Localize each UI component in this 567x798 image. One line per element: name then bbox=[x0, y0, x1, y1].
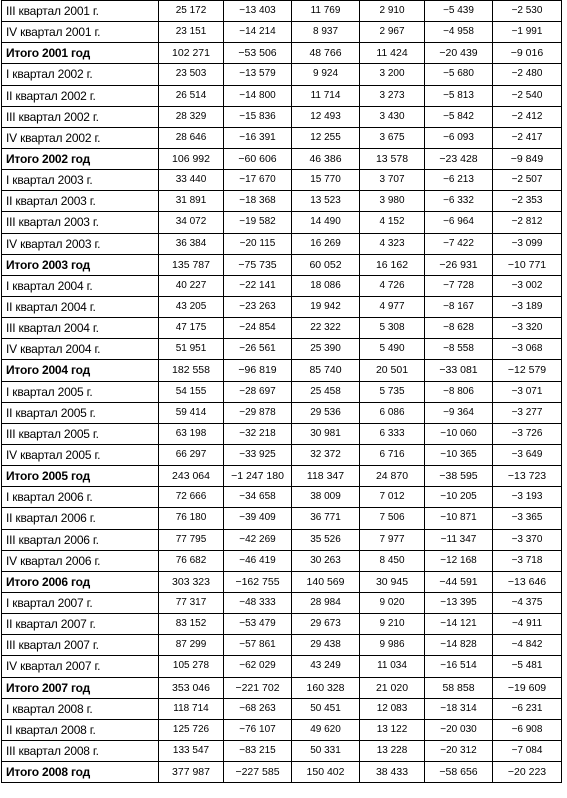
cell-col-3: 29 673 bbox=[292, 614, 360, 635]
cell-col-4: 9 020 bbox=[360, 592, 425, 613]
cell-col-3: 15 770 bbox=[292, 170, 360, 191]
cell-col-3: 9 924 bbox=[292, 64, 360, 85]
table-row bbox=[2, 698, 562, 719]
cell-col-1: 77 317 bbox=[159, 592, 224, 613]
row-label: II квартал 2002 г. bbox=[2, 85, 159, 106]
row-label: I квартал 2002 г. bbox=[2, 64, 159, 85]
cell-col-4: 24 870 bbox=[360, 466, 425, 487]
cell-col-6: −20 223 bbox=[493, 762, 562, 783]
table-row bbox=[2, 614, 562, 635]
cell-col-2: −39 409 bbox=[224, 508, 292, 529]
cell-col-3: 49 620 bbox=[292, 719, 360, 740]
table-row bbox=[2, 381, 562, 402]
cell-col-2: −227 585 bbox=[224, 762, 292, 783]
cell-col-1: 40 227 bbox=[159, 275, 224, 296]
cell-col-6: −4 375 bbox=[493, 592, 562, 613]
row-label: I квартал 2008 г. bbox=[2, 698, 159, 719]
row-label: II квартал 2005 г. bbox=[2, 402, 159, 423]
table-row bbox=[2, 550, 562, 571]
cell-col-1: 303 323 bbox=[159, 571, 224, 592]
row-label: III квартал 2008 г. bbox=[2, 740, 159, 761]
cell-col-4: 7 506 bbox=[360, 508, 425, 529]
cell-col-1: 47 175 bbox=[159, 318, 224, 339]
cell-col-6: −3 193 bbox=[493, 487, 562, 508]
cell-col-4: 3 707 bbox=[360, 170, 425, 191]
table-row-total bbox=[2, 148, 562, 169]
cell-col-6: −2 353 bbox=[493, 191, 562, 212]
row-label: III квартал 2006 г. bbox=[2, 529, 159, 550]
row-label-total: Итого 2004 год bbox=[2, 360, 159, 381]
row-label: I квартал 2006 г. bbox=[2, 487, 159, 508]
cell-col-2: −22 141 bbox=[224, 275, 292, 296]
cell-col-4: 5 490 bbox=[360, 339, 425, 360]
cell-col-2: −75 735 bbox=[224, 254, 292, 275]
cell-col-6: −2 417 bbox=[493, 127, 562, 148]
cell-col-5: −8 558 bbox=[425, 339, 493, 360]
cell-col-6: −6 231 bbox=[493, 698, 562, 719]
table-row bbox=[2, 170, 562, 191]
cell-col-6: −13 723 bbox=[493, 466, 562, 487]
cell-col-5: −58 656 bbox=[425, 762, 493, 783]
cell-col-5: −20 439 bbox=[425, 43, 493, 64]
row-label: I квартал 2003 г. bbox=[2, 170, 159, 191]
row-label: II квартал 2007 г. bbox=[2, 614, 159, 635]
cell-col-5: −12 168 bbox=[425, 550, 493, 571]
row-label-total: Итого 2003 год bbox=[2, 254, 159, 275]
cell-col-1: 23 151 bbox=[159, 22, 224, 43]
cell-col-1: 26 514 bbox=[159, 85, 224, 106]
table-row bbox=[2, 1, 562, 22]
cell-col-6: −5 481 bbox=[493, 656, 562, 677]
table-row-total bbox=[2, 571, 562, 592]
table-row-total bbox=[2, 762, 562, 783]
cell-col-1: 76 682 bbox=[159, 550, 224, 571]
table-row bbox=[2, 191, 562, 212]
row-label: III квартал 2004 г. bbox=[2, 318, 159, 339]
cell-col-6: −3 071 bbox=[493, 381, 562, 402]
cell-col-1: 28 646 bbox=[159, 127, 224, 148]
cell-col-5: −6 213 bbox=[425, 170, 493, 191]
cell-col-5: −18 314 bbox=[425, 698, 493, 719]
cell-col-5: −23 428 bbox=[425, 148, 493, 169]
cell-col-4: 6 716 bbox=[360, 444, 425, 465]
cell-col-3: 30 263 bbox=[292, 550, 360, 571]
cell-col-2: −32 218 bbox=[224, 423, 292, 444]
cell-col-1: 182 558 bbox=[159, 360, 224, 381]
cell-col-5: −14 828 bbox=[425, 635, 493, 656]
table-row-total bbox=[2, 360, 562, 381]
table-row bbox=[2, 85, 562, 106]
cell-col-4: 6 333 bbox=[360, 423, 425, 444]
cell-col-1: 118 714 bbox=[159, 698, 224, 719]
row-label: III квартал 2001 г. bbox=[2, 1, 159, 22]
cell-col-2: −68 263 bbox=[224, 698, 292, 719]
cell-col-5: −20 030 bbox=[425, 719, 493, 740]
cell-col-2: −162 755 bbox=[224, 571, 292, 592]
row-label-total: Итого 2005 год bbox=[2, 466, 159, 487]
cell-col-5: −5 439 bbox=[425, 1, 493, 22]
table-row bbox=[2, 22, 562, 43]
cell-col-3: 22 322 bbox=[292, 318, 360, 339]
cell-col-6: −3 277 bbox=[493, 402, 562, 423]
cell-col-2: −15 836 bbox=[224, 106, 292, 127]
cell-col-5: −6 093 bbox=[425, 127, 493, 148]
cell-col-5: −5 813 bbox=[425, 85, 493, 106]
cell-col-6: −4 842 bbox=[493, 635, 562, 656]
row-label-total: Итого 2007 год bbox=[2, 677, 159, 698]
cell-col-4: 11 034 bbox=[360, 656, 425, 677]
cell-col-6: −3 320 bbox=[493, 318, 562, 339]
cell-col-3: 48 766 bbox=[292, 43, 360, 64]
cell-col-4: 4 977 bbox=[360, 296, 425, 317]
cell-col-4: 3 200 bbox=[360, 64, 425, 85]
table-row bbox=[2, 275, 562, 296]
cell-col-3: 160 328 bbox=[292, 677, 360, 698]
cell-col-3: 140 569 bbox=[292, 571, 360, 592]
cell-col-2: −24 854 bbox=[224, 318, 292, 339]
data-table bbox=[1, 0, 562, 783]
cell-col-2: −34 658 bbox=[224, 487, 292, 508]
cell-col-5: −14 121 bbox=[425, 614, 493, 635]
cell-col-1: 51 951 bbox=[159, 339, 224, 360]
cell-col-5: −8 167 bbox=[425, 296, 493, 317]
cell-col-1: 125 726 bbox=[159, 719, 224, 740]
cell-col-4: 2 967 bbox=[360, 22, 425, 43]
cell-col-3: 19 942 bbox=[292, 296, 360, 317]
cell-col-5: −7 728 bbox=[425, 275, 493, 296]
cell-col-2: −19 582 bbox=[224, 212, 292, 233]
cell-col-3: 8 937 bbox=[292, 22, 360, 43]
table-row bbox=[2, 212, 562, 233]
cell-col-1: 135 787 bbox=[159, 254, 224, 275]
cell-col-2: −62 029 bbox=[224, 656, 292, 677]
cell-col-6: −2 812 bbox=[493, 212, 562, 233]
cell-col-4: 16 162 bbox=[360, 254, 425, 275]
cell-col-1: 72 666 bbox=[159, 487, 224, 508]
row-label: III квартал 2005 г. bbox=[2, 423, 159, 444]
cell-col-6: −2 530 bbox=[493, 1, 562, 22]
cell-col-4: 5 308 bbox=[360, 318, 425, 339]
cell-col-3: 13 523 bbox=[292, 191, 360, 212]
cell-col-3: 35 526 bbox=[292, 529, 360, 550]
cell-col-4: 2 910 bbox=[360, 1, 425, 22]
cell-col-6: −12 579 bbox=[493, 360, 562, 381]
cell-col-2: −23 263 bbox=[224, 296, 292, 317]
cell-col-6: −2 480 bbox=[493, 64, 562, 85]
cell-col-4: 3 980 bbox=[360, 191, 425, 212]
cell-col-1: 133 547 bbox=[159, 740, 224, 761]
cell-col-6: −7 084 bbox=[493, 740, 562, 761]
cell-col-1: 63 198 bbox=[159, 423, 224, 444]
cell-col-6: −3 099 bbox=[493, 233, 562, 254]
cell-col-4: 20 501 bbox=[360, 360, 425, 381]
cell-col-3: 11 769 bbox=[292, 1, 360, 22]
cell-col-2: −83 215 bbox=[224, 740, 292, 761]
cell-col-2: −42 269 bbox=[224, 529, 292, 550]
cell-col-1: 102 271 bbox=[159, 43, 224, 64]
row-label: III квартал 2003 г. bbox=[2, 212, 159, 233]
table-row bbox=[2, 106, 562, 127]
table-row bbox=[2, 423, 562, 444]
cell-col-2: −13 403 bbox=[224, 1, 292, 22]
row-label: III квартал 2002 г. bbox=[2, 106, 159, 127]
cell-col-3: 85 740 bbox=[292, 360, 360, 381]
row-label: IV квартал 2006 г. bbox=[2, 550, 159, 571]
cell-col-1: 31 891 bbox=[159, 191, 224, 212]
cell-col-5: −10 365 bbox=[425, 444, 493, 465]
cell-col-4: 6 086 bbox=[360, 402, 425, 423]
cell-col-2: −33 925 bbox=[224, 444, 292, 465]
row-label: I квартал 2004 г. bbox=[2, 275, 159, 296]
cell-col-5: −11 347 bbox=[425, 529, 493, 550]
cell-col-2: −1 247 180 bbox=[224, 466, 292, 487]
cell-col-3: 30 981 bbox=[292, 423, 360, 444]
row-label: IV квартал 2007 г. bbox=[2, 656, 159, 677]
cell-col-1: 76 180 bbox=[159, 508, 224, 529]
cell-col-1: 36 384 bbox=[159, 233, 224, 254]
table-row bbox=[2, 296, 562, 317]
cell-col-1: 54 155 bbox=[159, 381, 224, 402]
cell-col-6: −3 068 bbox=[493, 339, 562, 360]
cell-col-4: 5 735 bbox=[360, 381, 425, 402]
cell-col-4: 21 020 bbox=[360, 677, 425, 698]
cell-col-1: 23 503 bbox=[159, 64, 224, 85]
cell-col-5: −10 871 bbox=[425, 508, 493, 529]
table-row-total bbox=[2, 677, 562, 698]
cell-col-4: 7 977 bbox=[360, 529, 425, 550]
cell-col-3: 25 458 bbox=[292, 381, 360, 402]
table-row bbox=[2, 508, 562, 529]
cell-col-2: −57 861 bbox=[224, 635, 292, 656]
cell-col-6: −1 991 bbox=[493, 22, 562, 43]
cell-col-2: −53 479 bbox=[224, 614, 292, 635]
row-label: IV квартал 2001 г. bbox=[2, 22, 159, 43]
cell-col-2: −221 702 bbox=[224, 677, 292, 698]
cell-col-3: 12 493 bbox=[292, 106, 360, 127]
cell-col-2: −26 561 bbox=[224, 339, 292, 360]
cell-col-1: 377 987 bbox=[159, 762, 224, 783]
cell-col-4: 4 152 bbox=[360, 212, 425, 233]
cell-col-2: −46 419 bbox=[224, 550, 292, 571]
cell-col-5: −44 591 bbox=[425, 571, 493, 592]
cell-col-1: 66 297 bbox=[159, 444, 224, 465]
cell-col-1: 25 172 bbox=[159, 1, 224, 22]
cell-col-6: −2 540 bbox=[493, 85, 562, 106]
cell-col-6: −3 726 bbox=[493, 423, 562, 444]
table-row bbox=[2, 444, 562, 465]
cell-col-4: 3 430 bbox=[360, 106, 425, 127]
cell-col-5: −10 205 bbox=[425, 487, 493, 508]
cell-col-5: −10 060 bbox=[425, 423, 493, 444]
table-row-total bbox=[2, 254, 562, 275]
cell-col-5: −38 595 bbox=[425, 466, 493, 487]
cell-col-1: 105 278 bbox=[159, 656, 224, 677]
cell-col-4: 30 945 bbox=[360, 571, 425, 592]
cell-col-2: −20 115 bbox=[224, 233, 292, 254]
row-label: IV квартал 2004 г. bbox=[2, 339, 159, 360]
cell-col-4: 8 450 bbox=[360, 550, 425, 571]
cell-col-6: −2 507 bbox=[493, 170, 562, 191]
table-row bbox=[2, 318, 562, 339]
row-label-total: Итого 2001 год bbox=[2, 43, 159, 64]
row-label-total: Итого 2002 год bbox=[2, 148, 159, 169]
cell-col-2: −28 697 bbox=[224, 381, 292, 402]
cell-col-6: −3 649 bbox=[493, 444, 562, 465]
cell-col-4: 13 228 bbox=[360, 740, 425, 761]
cell-col-4: 4 726 bbox=[360, 275, 425, 296]
cell-col-1: 59 414 bbox=[159, 402, 224, 423]
cell-col-2: −14 800 bbox=[224, 85, 292, 106]
cell-col-1: 106 992 bbox=[159, 148, 224, 169]
cell-col-5: 58 858 bbox=[425, 677, 493, 698]
cell-col-6: −13 646 bbox=[493, 571, 562, 592]
cell-col-5: −26 931 bbox=[425, 254, 493, 275]
cell-col-6: −3 002 bbox=[493, 275, 562, 296]
cell-col-4: 3 273 bbox=[360, 85, 425, 106]
cell-col-5: −20 312 bbox=[425, 740, 493, 761]
cell-col-5: −8 628 bbox=[425, 318, 493, 339]
cell-col-3: 36 771 bbox=[292, 508, 360, 529]
cell-col-5: −4 958 bbox=[425, 22, 493, 43]
cell-col-4: 13 122 bbox=[360, 719, 425, 740]
row-label: II квартал 2003 г. bbox=[2, 191, 159, 212]
cell-col-2: −17 670 bbox=[224, 170, 292, 191]
row-label-total: Итого 2008 год bbox=[2, 762, 159, 783]
cell-col-3: 50 451 bbox=[292, 698, 360, 719]
cell-col-3: 46 386 bbox=[292, 148, 360, 169]
cell-col-3: 25 390 bbox=[292, 339, 360, 360]
cell-col-5: −9 364 bbox=[425, 402, 493, 423]
cell-col-5: −6 964 bbox=[425, 212, 493, 233]
row-label: IV квартал 2003 г. bbox=[2, 233, 159, 254]
cell-col-4: 4 323 bbox=[360, 233, 425, 254]
cell-col-1: 43 205 bbox=[159, 296, 224, 317]
row-label: II квартал 2008 г. bbox=[2, 719, 159, 740]
cell-col-2: −13 579 bbox=[224, 64, 292, 85]
cell-col-2: −96 819 bbox=[224, 360, 292, 381]
cell-col-3: 18 086 bbox=[292, 275, 360, 296]
table-row bbox=[2, 487, 562, 508]
row-label: IV квартал 2005 г. bbox=[2, 444, 159, 465]
cell-col-6: −3 370 bbox=[493, 529, 562, 550]
cell-col-5: −6 332 bbox=[425, 191, 493, 212]
table-row bbox=[2, 529, 562, 550]
table-row bbox=[2, 740, 562, 761]
cell-col-6: −19 609 bbox=[493, 677, 562, 698]
cell-col-1: 353 046 bbox=[159, 677, 224, 698]
cell-col-2: −16 391 bbox=[224, 127, 292, 148]
cell-col-3: 50 331 bbox=[292, 740, 360, 761]
cell-col-1: 243 064 bbox=[159, 466, 224, 487]
cell-col-3: 32 372 bbox=[292, 444, 360, 465]
cell-col-6: −2 412 bbox=[493, 106, 562, 127]
cell-col-3: 28 984 bbox=[292, 592, 360, 613]
cell-col-3: 29 536 bbox=[292, 402, 360, 423]
cell-col-3: 118 347 bbox=[292, 466, 360, 487]
row-label-total: Итого 2006 год bbox=[2, 571, 159, 592]
cell-col-6: −6 908 bbox=[493, 719, 562, 740]
cell-col-6: −10 771 bbox=[493, 254, 562, 275]
table-row-total bbox=[2, 466, 562, 487]
cell-col-4: 13 578 bbox=[360, 148, 425, 169]
cell-col-6: −9 016 bbox=[493, 43, 562, 64]
cell-col-5: −16 514 bbox=[425, 656, 493, 677]
cell-col-2: −29 878 bbox=[224, 402, 292, 423]
cell-col-2: −48 333 bbox=[224, 592, 292, 613]
table-row-total bbox=[2, 43, 562, 64]
table-row bbox=[2, 719, 562, 740]
cell-col-3: 14 490 bbox=[292, 212, 360, 233]
cell-col-3: 16 269 bbox=[292, 233, 360, 254]
cell-col-4: 9 210 bbox=[360, 614, 425, 635]
cell-col-6: −9 849 bbox=[493, 148, 562, 169]
row-label: II квартал 2004 г. bbox=[2, 296, 159, 317]
cell-col-2: −76 107 bbox=[224, 719, 292, 740]
cell-col-6: −3 365 bbox=[493, 508, 562, 529]
cell-col-3: 29 438 bbox=[292, 635, 360, 656]
table-row bbox=[2, 592, 562, 613]
cell-col-1: 87 299 bbox=[159, 635, 224, 656]
cell-col-5: −5 680 bbox=[425, 64, 493, 85]
cell-col-3: 60 052 bbox=[292, 254, 360, 275]
row-label: IV квартал 2002 г. bbox=[2, 127, 159, 148]
cell-col-4: 12 083 bbox=[360, 698, 425, 719]
cell-col-1: 34 072 bbox=[159, 212, 224, 233]
table-row bbox=[2, 656, 562, 677]
cell-col-4: 7 012 bbox=[360, 487, 425, 508]
table-body bbox=[2, 1, 562, 783]
cell-col-2: −53 506 bbox=[224, 43, 292, 64]
cell-col-6: −3 189 bbox=[493, 296, 562, 317]
cell-col-2: −18 368 bbox=[224, 191, 292, 212]
cell-col-3: 11 714 bbox=[292, 85, 360, 106]
table-row bbox=[2, 127, 562, 148]
table-row bbox=[2, 339, 562, 360]
cell-col-5: −5 842 bbox=[425, 106, 493, 127]
row-label: I квартал 2005 г. bbox=[2, 381, 159, 402]
cell-col-4: 9 986 bbox=[360, 635, 425, 656]
cell-col-3: 12 255 bbox=[292, 127, 360, 148]
table-row bbox=[2, 402, 562, 423]
row-label: I квартал 2007 г. bbox=[2, 592, 159, 613]
cell-col-6: −3 718 bbox=[493, 550, 562, 571]
cell-col-5: −33 081 bbox=[425, 360, 493, 381]
cell-col-1: 83 152 bbox=[159, 614, 224, 635]
table-row bbox=[2, 635, 562, 656]
cell-col-1: 33 440 bbox=[159, 170, 224, 191]
cell-col-4: 11 424 bbox=[360, 43, 425, 64]
table-row bbox=[2, 233, 562, 254]
cell-col-3: 43 249 bbox=[292, 656, 360, 677]
cell-col-2: −60 606 bbox=[224, 148, 292, 169]
cell-col-4: 3 675 bbox=[360, 127, 425, 148]
cell-col-2: −14 214 bbox=[224, 22, 292, 43]
cell-col-1: 28 329 bbox=[159, 106, 224, 127]
cell-col-4: 38 433 bbox=[360, 762, 425, 783]
cell-col-5: −13 395 bbox=[425, 592, 493, 613]
cell-col-1: 77 795 bbox=[159, 529, 224, 550]
row-label: II квартал 2006 г. bbox=[2, 508, 159, 529]
cell-col-3: 38 009 bbox=[292, 487, 360, 508]
cell-col-5: −7 422 bbox=[425, 233, 493, 254]
table-row bbox=[2, 64, 562, 85]
row-label: III квартал 2007 г. bbox=[2, 635, 159, 656]
cell-col-5: −8 806 bbox=[425, 381, 493, 402]
cell-col-6: −4 911 bbox=[493, 614, 562, 635]
cell-col-3: 150 402 bbox=[292, 762, 360, 783]
